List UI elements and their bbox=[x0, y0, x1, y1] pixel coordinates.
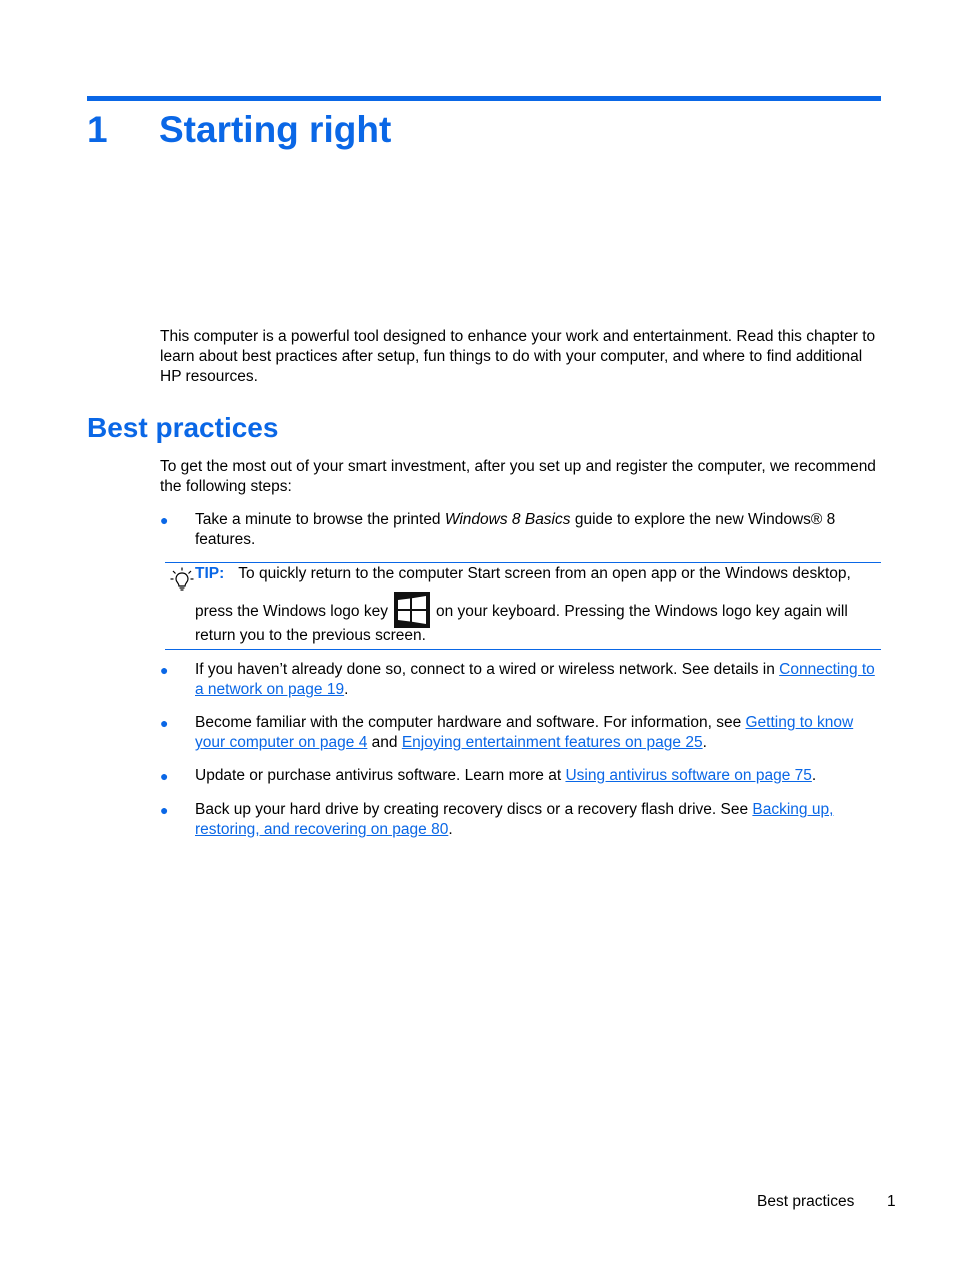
chapter-rule bbox=[87, 96, 881, 101]
list-item bbox=[160, 800, 882, 840]
list-item bbox=[160, 510, 882, 550]
tip-box: TIP: To quickly return to the computer Start screen from an open app or the Windows desktop, press the Windows logo key on your keyboard. Pressing the Windows logo key again will return you to the previous screen. bbox=[165, 562, 881, 650]
section-heading: Best practices bbox=[87, 412, 279, 443]
intro-paragraph: This computer is a powerful tool designed to enhance your work and entertainment. Read this chapter to learn about best practices after setup, fun things to do with your computer, and where to find additional HP resources. bbox=[160, 328, 876, 385]
bullet-marker: ● bbox=[160, 768, 169, 784]
list-item-text: Take a minute to browse the printed Windows 8 Basics guide to explore the new Windows® 8 features. bbox=[195, 511, 836, 548]
chapter-heading bbox=[87, 106, 391, 154]
bullet-marker: ● bbox=[160, 715, 169, 731]
bullet-marker: ● bbox=[160, 802, 169, 818]
network-link[interactable]: Connecting to a network on page 19 bbox=[195, 661, 875, 698]
entertainment-link[interactable]: Enjoying entertainment features on page 25 bbox=[401, 734, 703, 751]
section-intro: To get the most out of your smart investment, after you set up and register the computer, we recommend the following steps: bbox=[160, 458, 876, 495]
chapter-title: Starting right bbox=[159, 109, 392, 150]
bullet-marker: ● bbox=[160, 512, 169, 528]
book-title: Windows 8 Basics bbox=[444, 511, 571, 528]
footer-page-number: 1 bbox=[887, 1193, 896, 1210]
list-item-text: Update or purchase antivirus software. Learn more at Using antivirus software on page 75. bbox=[195, 767, 817, 784]
getting-to-know-link[interactable]: Getting to know your computer on page 4 bbox=[195, 714, 854, 751]
list-item bbox=[160, 660, 882, 700]
chapter-number: 1 bbox=[87, 109, 108, 150]
list-item-text: Become familiar with the computer hardware and software. For information, see Getting to know your computer on page 4 and Enjoying entertainment features on page 25. bbox=[195, 714, 854, 751]
bullet-marker: ● bbox=[160, 662, 169, 678]
list-item bbox=[160, 713, 882, 753]
footer-section-name: Best practices bbox=[757, 1193, 855, 1210]
list-item bbox=[160, 766, 882, 786]
list-item-text: Back up your hard drive by creating recovery discs or a recovery flash drive. See Backing up, restoring, and recovering on page 80. bbox=[195, 801, 834, 838]
tip-label: TIP: bbox=[195, 565, 225, 582]
antivirus-link[interactable]: Using antivirus software on page 75 bbox=[565, 767, 812, 784]
windows-logo-key-icon bbox=[394, 592, 430, 628]
lightbulb-icon bbox=[170, 567, 194, 593]
backup-link[interactable]: Backing up, restoring, and recovering on page 80 bbox=[195, 801, 834, 838]
list-item-text: If you haven’t already done so, connect to a wired or wireless network. See details in Connecting to a network on page 19. bbox=[195, 661, 875, 698]
